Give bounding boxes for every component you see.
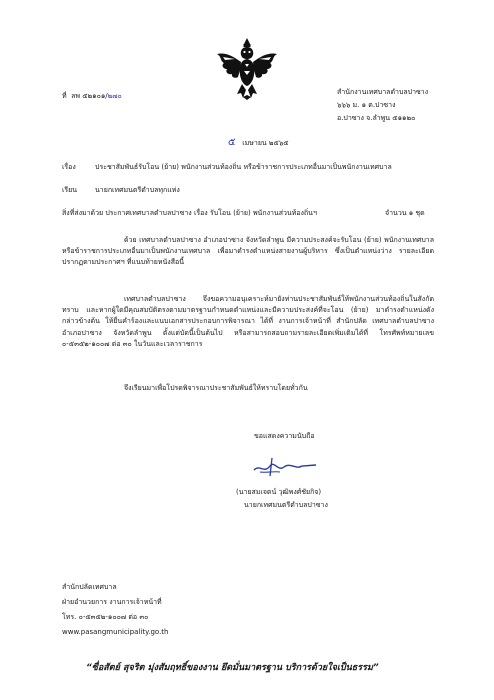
subject-label: เรื่อง [62, 163, 76, 171]
document-date [228, 138, 289, 148]
sender-line1: สำนักงานเทศบาลตำบลปาซาง [337, 88, 429, 96]
doc-number-label: ที่ [62, 92, 67, 100]
office-line1: สำนักปลัดเทศบาล [62, 583, 117, 591]
signer-name: (นายสมเจตน์ วุฒิพงศ์ชัยกิจ) [236, 488, 322, 496]
subject-text: ประชาสัมพันธ์รับโอน (ย้าย) พนักงานส่วนท้องถิ่น หรือข้าราชการประเภทอื่นมาเป็นพนักงานเทศบาล [95, 163, 392, 171]
sender-line2: ๖๖๖ ม. ๑ ต.ปาซาง [337, 101, 396, 109]
enclosure-text: สิ่งที่ส่งมาด้วย ประกาศเทศบาลตำบลปาซาง เรื่อง รับโอน (ย้าย) พนักงานส่วนท้องถิ่นฯ [62, 209, 317, 217]
date-month-year: เมษายน ๒๕๖๕ [242, 139, 289, 147]
doc-number [62, 92, 122, 101]
paragraph-3: จึงเรียนมาเพื่อโปรดพิจารณาประชาสัมพันธ์ให้ทราบโดยทั่วกัน [124, 384, 308, 392]
office-website-link[interactable]: www.pasangmunicipality.go.th [62, 628, 169, 636]
enclosure-count: จำนวน ๑ ชุด [385, 209, 425, 217]
date-day-handwritten: ๕ [228, 137, 236, 148]
garuda-emblem-icon [213, 34, 281, 102]
office-phone: โทร. ๐-๕๓๕๒-๑๐๐๗ ต่อ ๓๐ [62, 613, 149, 621]
recipient-label: เรียน [62, 186, 78, 194]
recipient-text: นายกเทศมนตรีตำบลทุกแห่ง [95, 186, 180, 194]
doc-number-value: ลพ ๕๒๑๐๑/ [71, 92, 108, 100]
paragraph-2: เทศบาลตำบลปาซาง จึงขอความอนุเคราะห์มายังท่านประชาสัมพันธ์ให้พนักงานส่วนท้องถิ่นในสังกัดทราบ และหากผู้ใดมีคุณสมบัติตรงตามมาตรฐานกำหนดตำแหน่งและมีความประสงค์ที่จะโอน (ย้าย) มาดำรงตำแหน่งดังกล่าวข้างต้น ให้ยื่นคำร้องและแนบเอกสารประกอบการพิจารณา ได้ที่ งานการเจ้าหน้าที่ สำนักปลัด เทศบาลตำบลปาซาง อำเภอปาซาง จังหวัดลำพูน ตั้งแต่บัดนี้เป็นต้นไป หรือสามารถสอบถามรายละเอียดเพิ่มเติมได้ที่ โทรศัพท์หมายเลข ๐-๕๓๕๒-๑๐๐๗ ต่อ ๓๐ ในวันและเวลาราชการ [62, 295, 434, 348]
sender-line3: อ.ปาซาง จ.ลำพูน ๕๑๑๒๐ [337, 114, 416, 122]
handwritten-signature [250, 452, 320, 478]
paragraph-1: ด้วย เทศบาลตำบลปาซาง อำเภอปาซาง จังหวัดลำพูน มีความประสงค์จะรับโอน (ย้าย) พนักงานเทศบาล หรือข้าราชการประเภทอื่นมาเป็นพนักงานเทศบาล เพื่อมาดำรงตำแหน่งสายงานผู้บริหาร ซึ่งเป็นตำแหน่งว่าง รายละเอียดปรากฏตามประกาศฯ ที่แนบท้ายหนังสือนี้ [62, 236, 434, 267]
signer-position: นายกเทศมนตรีตำบลปาซาง [244, 501, 328, 509]
closing: ขอแสดงความนับถือ [254, 432, 315, 440]
footer-motto: “ซื่อสัตย์ สุจริต มุ่งสัมฤทธิ์ของงาน ยึดมั่นมาตรฐาน บริการด้วยใจเป็นธรรม” [86, 663, 379, 673]
office-line2: ฝ่ายอำนวยการ งานการเจ้าหน้าที่ [62, 598, 162, 606]
doc-number-handwritten: ๒๗๐ [107, 92, 122, 100]
